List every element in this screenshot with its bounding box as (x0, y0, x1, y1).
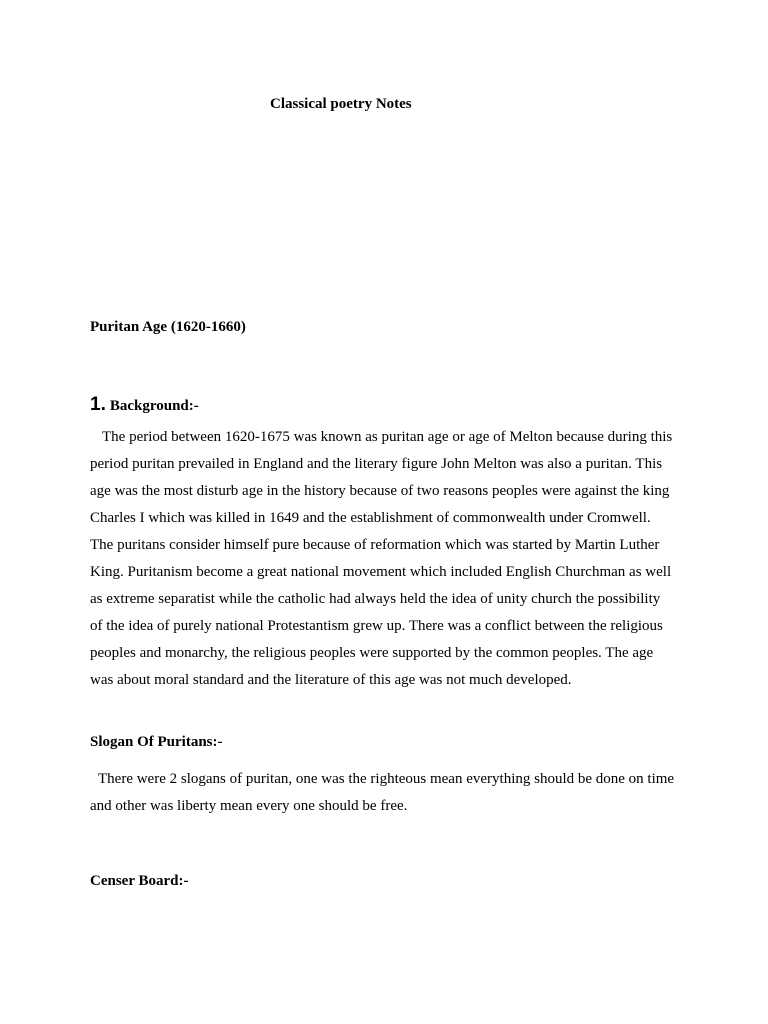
paragraph-line: was about moral standard and the literature of this age was not much developed. (90, 672, 572, 688)
paragraph-line: peoples and monarchy, the religious peoples were supported by the common peoples. The age (90, 645, 654, 661)
paragraph-line: King. Puritanism become a great national movement which included English Churchman as well (90, 564, 672, 580)
section-number: 1. (90, 394, 106, 415)
paragraph-line: as extreme separatist while the catholic had always held the idea of unity church the possibility (90, 591, 661, 607)
paragraph-line: age was the most disturb age in the history because of two reasons peoples were against the king (90, 483, 670, 499)
section-heading-text: Background:- (109, 398, 199, 414)
paragraph-line: and other was liberty mean every one should be free. (90, 798, 408, 814)
background-paragraph (90, 424, 690, 694)
paragraph-line: period puritan prevailed in England and the literary figure John Melton was also a puritan. This (90, 456, 663, 472)
document-title: Classical poetry Notes (270, 96, 412, 112)
era-heading: Puritan Age (1620-1660) (90, 319, 246, 335)
slogan-paragraph (90, 766, 690, 820)
paragraph-line: The puritans consider himself pure because of reformation which was started by Martin Luther (90, 537, 660, 553)
section-heading-background (90, 394, 199, 416)
section-heading-slogan: Slogan Of Puritans:- (90, 734, 223, 750)
paragraph-line: of the idea of purely national Protestantism grew up. There was a conflict between the religious (90, 618, 663, 634)
section-heading-censer-board: Censer Board:- (90, 873, 189, 889)
paragraph-line: Charles I which was killed in 1649 and the establishment of commonwealth under Cromwell. (90, 510, 651, 526)
paragraph-line: The period between 1620-1675 was known as puritan age or age of Melton because during this (102, 429, 673, 445)
paragraph-line: There were 2 slogans of puritan, one was the righteous mean everything should be done on time (98, 771, 675, 787)
